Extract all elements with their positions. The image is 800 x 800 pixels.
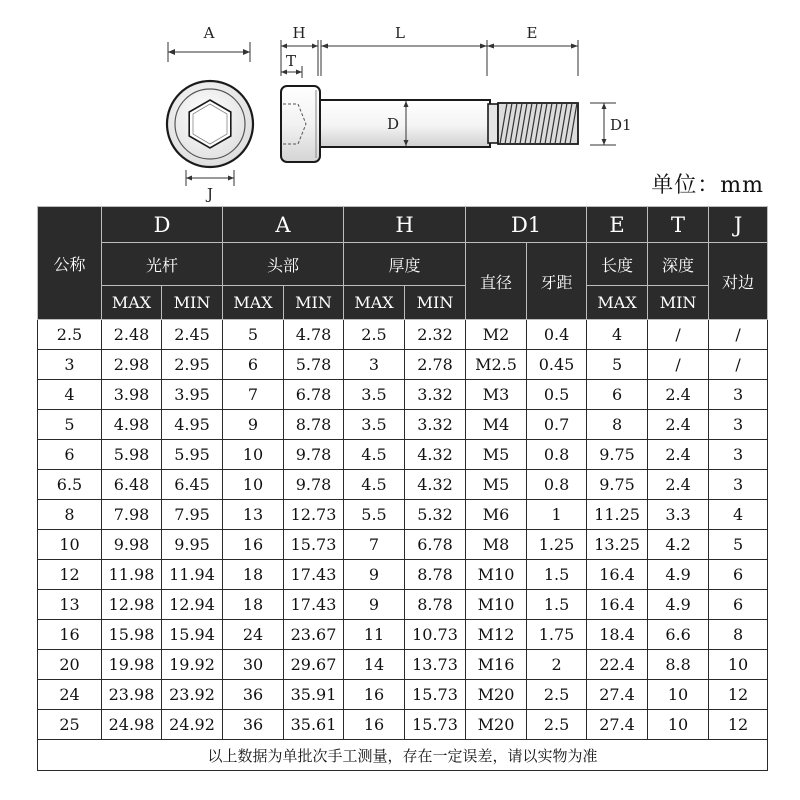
table-cell: 9.78 [284,470,344,500]
footnote: 以上数据为单批次手工测量，存在一定误差，请以实物为准 [38,740,768,771]
table-cell: 30 [223,650,284,680]
table-cell: 23.92 [162,680,223,710]
table-cell: M2.5 [466,350,527,380]
table-cell: 5 [38,410,102,440]
table-cell: 18.4 [587,620,648,650]
table-cell: 15.73 [405,680,466,710]
table-cell: 8 [587,410,648,440]
table-cell: 12.94 [162,590,223,620]
label-d1: D1 [610,116,632,134]
table-cell: 5 [223,320,284,350]
table-row [38,680,768,710]
table-cell: 35.61 [284,710,344,740]
table-row [38,320,768,350]
table-cell: 4.5 [344,470,405,500]
table-cell: 3 [38,350,102,380]
table-cell: 5.5 [344,500,405,530]
limit-d-max: MAX [102,286,162,320]
table-row [38,380,768,410]
table-cell: 5 [587,350,648,380]
table-cell: 4.78 [284,320,344,350]
table-cell: 36 [223,710,284,740]
table-cell: 3.95 [162,380,223,410]
table-cell: 5.78 [284,350,344,380]
table-cell: 29.67 [284,650,344,680]
unit-label: 单位：mm [651,173,764,198]
limit-a-max: MAX [223,286,284,320]
dimension-t [281,52,302,78]
table-cell: 4.5 [344,440,405,470]
table-cell: M16 [466,650,527,680]
table-cell: 15.98 [102,620,162,650]
table-cell: M2 [466,320,527,350]
label-t: T [285,52,297,70]
subheader-diameter: 直径 [466,243,527,320]
table-cell: 8.78 [405,590,466,620]
table-cell: 3.5 [344,410,405,440]
table-cell: 4 [709,500,768,530]
table-cell: 2.4 [648,470,709,500]
table-cell: 3.3 [648,500,709,530]
table-cell: 10 [223,440,284,470]
table-row [38,530,768,560]
table-cell: 11.25 [587,500,648,530]
table-cell: 12 [709,680,768,710]
table-cell: 7 [344,530,405,560]
table-cell: 25 [38,710,102,740]
table-cell: 4.32 [405,440,466,470]
header-h: H [344,207,466,243]
table-cell: 2.78 [405,350,466,380]
table-cell: 10 [223,470,284,500]
table-cell: 23.67 [284,620,344,650]
header-j: J [709,207,768,243]
table-cell: 4.95 [162,410,223,440]
table-cell: 2.5 [38,320,102,350]
table-cell: 13 [38,590,102,620]
table-cell: 3 [709,470,768,500]
table-cell: 3 [344,350,405,380]
table-cell: 6.6 [648,620,709,650]
table-cell: 2 [527,650,587,680]
table-cell: 0.45 [527,350,587,380]
table-cell: 12 [709,710,768,740]
table-row [38,560,768,590]
table-cell: 16 [223,530,284,560]
table-cell: 2.4 [648,410,709,440]
table-cell: 6.48 [102,470,162,500]
table-cell: 6.45 [162,470,223,500]
label-j: J [206,185,214,203]
table-cell: 18 [223,560,284,590]
table-row [38,350,768,380]
table-cell: 24 [38,680,102,710]
table-cell: 2.5 [527,680,587,710]
table-cell: 9 [344,560,405,590]
table-row [38,470,768,500]
table-cell: 4.2 [648,530,709,560]
table-cell: 24.92 [162,710,223,740]
table-cell: 18 [223,590,284,620]
subheader-depth: 深度 [648,243,709,286]
table-cell: 13.25 [587,530,648,560]
dimension-a [168,24,250,62]
table-cell: M10 [466,560,527,590]
table-cell: 12.73 [284,500,344,530]
table-cell: 4.32 [405,470,466,500]
table-cell: 24 [223,620,284,650]
table-cell: 27.4 [587,710,648,740]
label-l: L [395,24,405,42]
table-cell: 6 [587,380,648,410]
table-cell: / [648,320,709,350]
table-cell: 4.98 [102,410,162,440]
table-cell: 3 [709,380,768,410]
table-cell: M12 [466,620,527,650]
subheader-shank: 光杆 [102,243,223,286]
header-d1: D1 [466,207,587,243]
table-cell: 10 [648,710,709,740]
subheader-length: 长度 [587,243,648,286]
table-cell: 12 [38,560,102,590]
table-cell: 0.8 [527,440,587,470]
table-cell: 8 [709,620,768,650]
table-cell: M5 [466,440,527,470]
table-row [38,410,768,440]
limit-t-min: MIN [648,286,709,320]
table-cell: 6 [709,560,768,590]
subheader-pitch: 牙距 [527,243,587,320]
table-cell: 4.9 [648,590,709,620]
table-cell: 2.48 [102,320,162,350]
table-cell: 6 [223,350,284,380]
table-cell: 11 [344,620,405,650]
table-cell: 16 [38,620,102,650]
table-cell: 6.5 [38,470,102,500]
table-cell: 4 [587,320,648,350]
table-cell: 7 [223,380,284,410]
table-cell: 0.5 [527,380,587,410]
table-cell: 10 [709,650,768,680]
table-cell: 3 [709,440,768,470]
table-cell: 3.32 [405,380,466,410]
table-cell: 17.43 [284,560,344,590]
header-t: T [648,207,709,243]
table-cell: 13.73 [405,650,466,680]
table-cell: 7.98 [102,500,162,530]
label-e: E [526,24,538,42]
label-h: H [292,24,306,42]
spec-table [37,206,768,771]
table-cell: 2.95 [162,350,223,380]
table-cell: 9.98 [102,530,162,560]
table-cell: M4 [466,410,527,440]
table-cell: 2.5 [527,710,587,740]
table-cell: 2.32 [405,320,466,350]
table-cell: 16 [344,710,405,740]
table-cell: 22.4 [587,650,648,680]
table-cell: 3.98 [102,380,162,410]
head-end-view [167,81,253,167]
table-cell: 36 [223,680,284,710]
table-cell: 20 [38,650,102,680]
header-d: D [102,207,223,243]
subheader-across-flats: 对边 [709,243,768,320]
header-a: A [223,207,344,243]
table-cell: 16 [344,680,405,710]
table-cell: M3 [466,380,527,410]
table-cell: 9.75 [587,440,648,470]
table-cell: 11.98 [102,560,162,590]
table-cell: 5 [709,530,768,560]
header-nominal: 公称 [38,207,102,320]
table-cell: 1.75 [527,620,587,650]
table-cell: 10 [648,680,709,710]
table-cell: 19.98 [102,650,162,680]
subheader-thickness: 厚度 [344,243,466,286]
subheader-head: 头部 [223,243,344,286]
table-cell: M10 [466,590,527,620]
table-cell: 6.78 [405,530,466,560]
table-cell: / [709,320,768,350]
table-cell: 8.78 [284,410,344,440]
table-row [38,620,768,650]
table-cell: 19.92 [162,650,223,680]
table-cell: 6.78 [284,380,344,410]
table-cell: M8 [466,530,527,560]
table-cell: / [709,350,768,380]
table-row [38,590,768,620]
bolt-side-view [281,86,578,162]
table-cell: 2.4 [648,380,709,410]
table-cell: 35.91 [284,680,344,710]
table-cell: 8 [38,500,102,530]
table-cell: 8.8 [648,650,709,680]
table-cell: 27.4 [587,680,648,710]
table-cell: 16.4 [587,560,648,590]
table-row [38,710,768,740]
dimension-l [321,24,487,76]
table-cell: 9.75 [587,470,648,500]
table-cell: 4.9 [648,560,709,590]
table-cell: 6 [709,590,768,620]
limit-d-min: MIN [162,286,223,320]
table-cell: 5.95 [162,440,223,470]
table-cell: M20 [466,680,527,710]
limit-h-max: MAX [344,286,405,320]
table-row [38,440,768,470]
table-cell: 15.73 [284,530,344,560]
table-cell: 3 [709,410,768,440]
table-cell: 5.98 [102,440,162,470]
table-cell: 0.7 [527,410,587,440]
table-cell: 17.43 [284,590,344,620]
table-cell: 9 [344,590,405,620]
table-cell: 24.98 [102,710,162,740]
label-d: D [386,115,400,133]
table-cell: 2.45 [162,320,223,350]
table-cell: 15.94 [162,620,223,650]
table-cell: 1.5 [527,560,587,590]
table-cell: 11.94 [162,560,223,590]
table-cell: 8.78 [405,560,466,590]
dimension-d1 [590,103,632,145]
dimension-j [186,170,234,203]
limit-h-min: MIN [405,286,466,320]
table-cell: 3.32 [405,410,466,440]
table-cell: 7.95 [162,500,223,530]
table-cell: 2.4 [648,440,709,470]
table-cell: 2.98 [102,350,162,380]
table-cell: 10 [38,530,102,560]
table-cell: / [648,350,709,380]
table-cell: M6 [466,500,527,530]
table-cell: 12.98 [102,590,162,620]
table-cell: 6 [38,440,102,470]
table-cell: 13 [223,500,284,530]
table-cell: 5.32 [405,500,466,530]
table-cell: 10.73 [405,620,466,650]
table-body [38,320,768,740]
table-cell: 16.4 [587,590,648,620]
table-cell: 1 [527,500,587,530]
table-cell: 2.5 [344,320,405,350]
table-cell: 4 [38,380,102,410]
table-cell: M20 [466,710,527,740]
table-cell: 9 [223,410,284,440]
table-cell: M5 [466,470,527,500]
table-cell: 9.78 [284,440,344,470]
table-cell: 1.5 [527,590,587,620]
table-cell: 1.25 [527,530,587,560]
limit-e-max: MAX [587,286,648,320]
header-e: E [587,207,648,243]
label-a: A [203,24,215,42]
table-cell: 9.95 [162,530,223,560]
table-cell: 3.5 [344,380,405,410]
table-cell: 15.73 [405,710,466,740]
table-row [38,650,768,680]
dimension-e [487,24,578,76]
table-cell: 23.98 [102,680,162,710]
limit-a-min: MIN [284,286,344,320]
table-cell: 0.4 [527,320,587,350]
table-cell: 0.8 [527,470,587,500]
table-cell: 14 [344,650,405,680]
table-row [38,500,768,530]
